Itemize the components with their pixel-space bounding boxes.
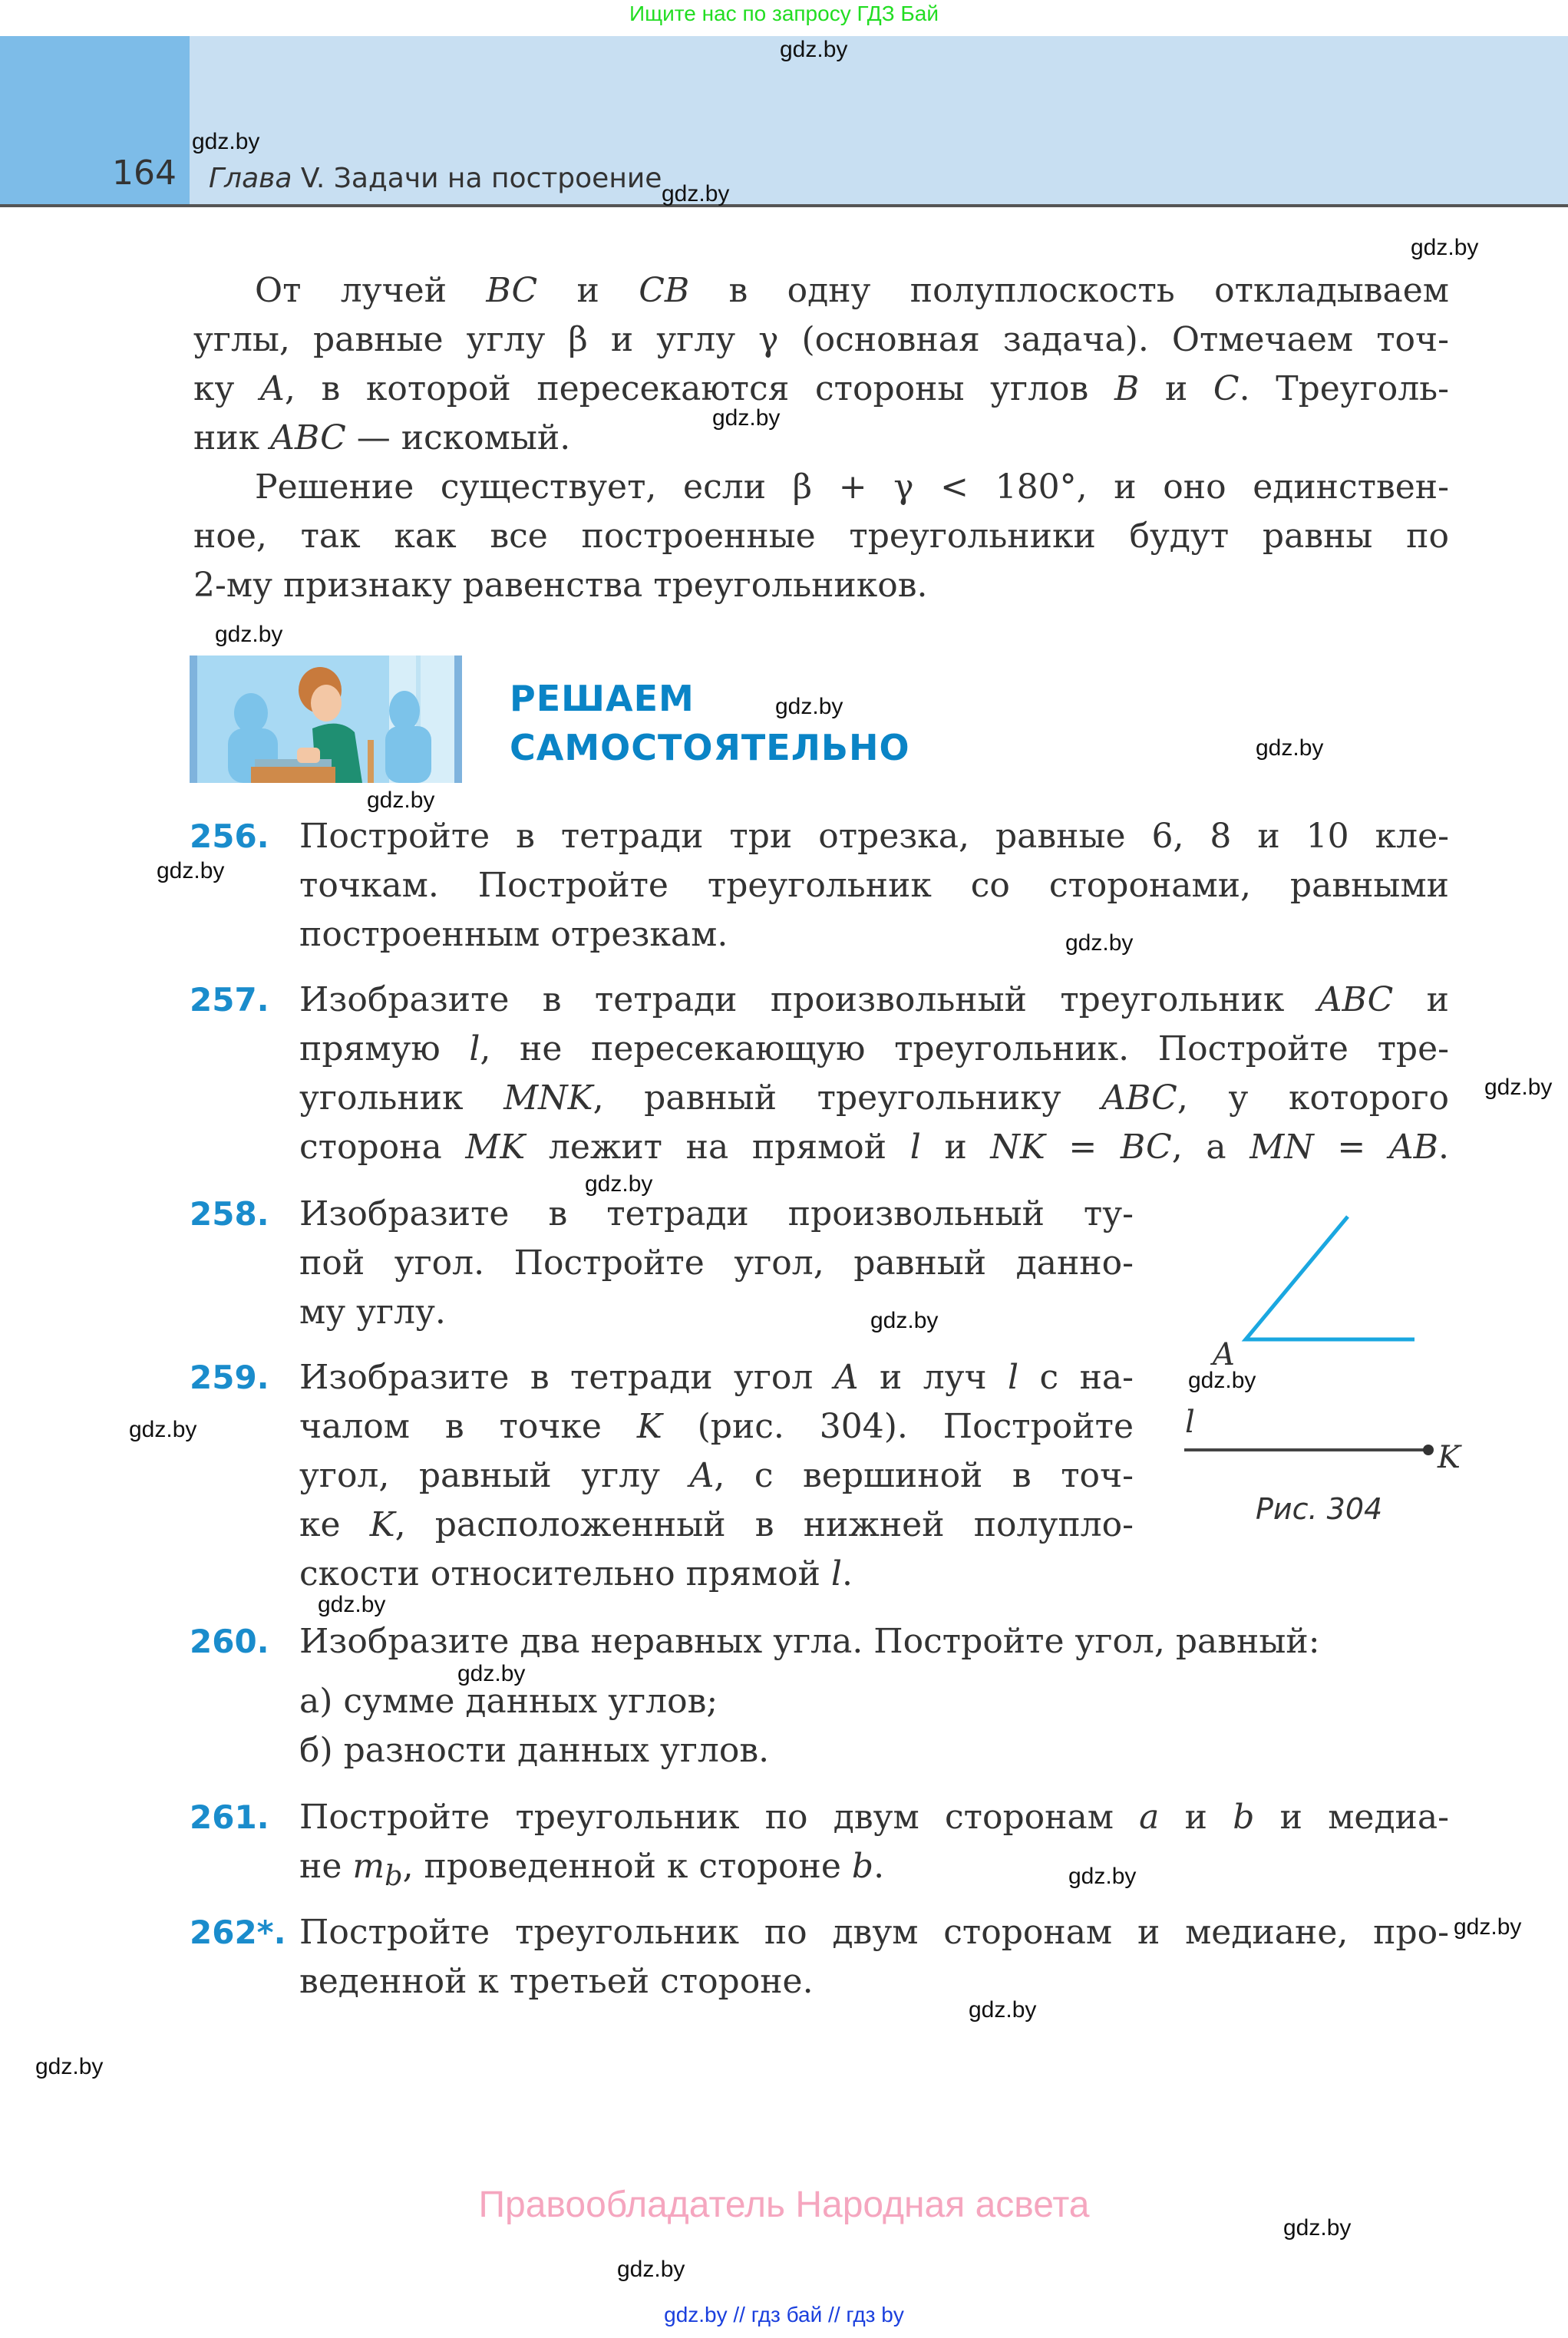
watermark: gdz.by — [1484, 1075, 1553, 1100]
text-line: углы, равные углу β и углу γ (основная задача). Отмечаем точ- — [193, 320, 1449, 359]
watermark: gdz.by — [1454, 1914, 1522, 1940]
watermark: gdz.by — [318, 1592, 386, 1617]
text-line: построенным отрезкам. — [299, 915, 728, 954]
watermark: gdz.by — [617, 2257, 685, 2282]
text-line: ку A, в которой пересекаются стороны углов B и C. Треуголь- — [193, 369, 1449, 408]
text-line: 2-му признаку равенства треугольников. — [193, 566, 928, 605]
watermark: gdz.by — [780, 37, 848, 62]
watermark: gdz.by — [1065, 930, 1134, 956]
label-A: A — [1213, 1337, 1235, 1372]
text-line: угол, равный углу A, с вершиной в точ- — [299, 1456, 1134, 1495]
text-line: б) разности данных углов. — [299, 1731, 770, 1770]
text-line: скости относительно прямой l. — [299, 1554, 853, 1593]
intro-paragraph-1 — [193, 266, 1449, 463]
top-search-notice: Ищите нас по запросу ГДЗ Бай — [629, 2, 939, 25]
chapter-heading — [209, 163, 662, 194]
task-number: 256. — [190, 817, 269, 855]
watermark: gdz.by — [662, 181, 730, 206]
task-text — [299, 1793, 1449, 1900]
label-l: l — [1185, 1405, 1195, 1440]
text-line: Постройте треугольник по двум сторонам a и b и медиа- — [299, 1798, 1449, 1837]
task-number: 259. — [190, 1359, 269, 1396]
task-text — [299, 1908, 1449, 2006]
watermark: gdz.by — [1283, 2215, 1352, 2241]
text-line: Изобразите в тетради произвольный треугольник ABC и — [299, 980, 1449, 1019]
page-number: 164 — [112, 154, 177, 193]
text-line: чалом в точке K (рис. 304). Постройте — [299, 1407, 1134, 1446]
text-line: точкам. Постройте треугольник со сторонами, равными — [299, 866, 1449, 905]
task-text — [299, 812, 1449, 959]
student-at-desk-illustration — [197, 655, 454, 783]
task-text — [299, 1353, 1134, 1599]
section-title-line1: РЕШАЕМ — [510, 678, 695, 719]
watermark: gdz.by — [775, 694, 843, 719]
footer-site-links[interactable]: gdz.by // гдз бай // гдз by — [664, 2303, 904, 2326]
watermark: gdz.by — [367, 788, 435, 813]
section-title-line2: САМОСТОЯТЕЛЬНО — [510, 727, 910, 768]
copyright-owner: Правообладатель Народная асвета — [478, 2184, 1090, 2225]
text-line: Изобразите в тетради произвольный ту- — [299, 1194, 1134, 1233]
text-line: Изобразите в тетради угол A и луч l с на- — [299, 1358, 1134, 1397]
watermark: gdz.by — [712, 405, 781, 431]
text-line: От лучей BC и CB в одну полуплоскость откладываем — [255, 271, 1449, 310]
intro-paragraph-2 — [193, 463, 1449, 610]
angle-A-shape — [1246, 1217, 1415, 1339]
watermark: gdz.by — [35, 2054, 104, 2079]
watermark: gdz.by — [870, 1308, 939, 1333]
watermark: gdz.by — [1411, 235, 1479, 260]
section-illustration — [190, 655, 462, 783]
watermark: gdz.by — [585, 1171, 653, 1197]
figure-caption: Рис. 304 — [1256, 1492, 1383, 1526]
section-title — [510, 674, 910, 772]
text-line: прямую l, не пересекающую треугольник. Постройте тре- — [299, 1029, 1449, 1068]
text-line: сторона MK лежит на прямой l и NK = BC, а MN = AB. — [299, 1128, 1449, 1167]
watermark: gdz.by — [157, 858, 225, 883]
text-line: ке K, расположенный в нижней полупло- — [299, 1505, 1134, 1544]
text-line: му углу. — [299, 1293, 446, 1332]
text-line: Изобразите два неравных угла. Постройте угол, равный: — [299, 1622, 1320, 1661]
text-line: Постройте треугольник по двум сторонам и медиане, про- — [299, 1913, 1449, 1952]
task-number: 257. — [190, 981, 269, 1019]
task-text — [299, 976, 1449, 1172]
text-line: а) сумме данных углов; — [299, 1682, 718, 1721]
task-text — [299, 1190, 1134, 1337]
watermark: gdz.by — [457, 1661, 526, 1686]
watermark: gdz.by — [129, 1417, 197, 1442]
text-line: пой угол. Постройте угол, равный данно- — [299, 1243, 1134, 1283]
text-line: ник ABC — искомый. — [193, 418, 571, 457]
watermark: gdz.by — [192, 129, 260, 154]
point-K — [1423, 1445, 1434, 1455]
text-line: веденной к третьей стороне. — [299, 1962, 814, 2001]
task-text — [299, 1617, 1449, 1775]
text-line: угольник MNK, равный треугольнику ABC, у которого — [299, 1078, 1449, 1118]
task-number: 262*. — [190, 1914, 286, 1951]
text-line: ное, так как все построенные треугольники будут равны по — [193, 517, 1449, 556]
text-line: не $m_b$, проведенной к стороне b. — [299, 1847, 885, 1892]
task-number: 258. — [190, 1195, 269, 1233]
watermark: gdz.by — [969, 1997, 1037, 2023]
watermark: gdz.by — [1256, 735, 1324, 761]
chapter-title: V. Задачи на построение — [300, 163, 662, 194]
text-line: Постройте в тетради три отрезка, равные 6, 8 и 10 кле- — [299, 817, 1449, 856]
watermark: gdz.by — [215, 622, 283, 647]
watermark: gdz.by — [1188, 1368, 1256, 1393]
task-number: 261. — [190, 1798, 269, 1836]
label-K: K — [1438, 1440, 1461, 1475]
figure-304 — [1151, 1182, 1497, 1489]
chapter-label: Глава — [209, 163, 292, 194]
text-line: Решение существует, если β + γ < 180°, и оно единствен- — [255, 467, 1449, 507]
watermark: gdz.by — [1068, 1864, 1137, 1889]
task-number: 260. — [190, 1623, 269, 1660]
header-divider — [0, 204, 1568, 207]
